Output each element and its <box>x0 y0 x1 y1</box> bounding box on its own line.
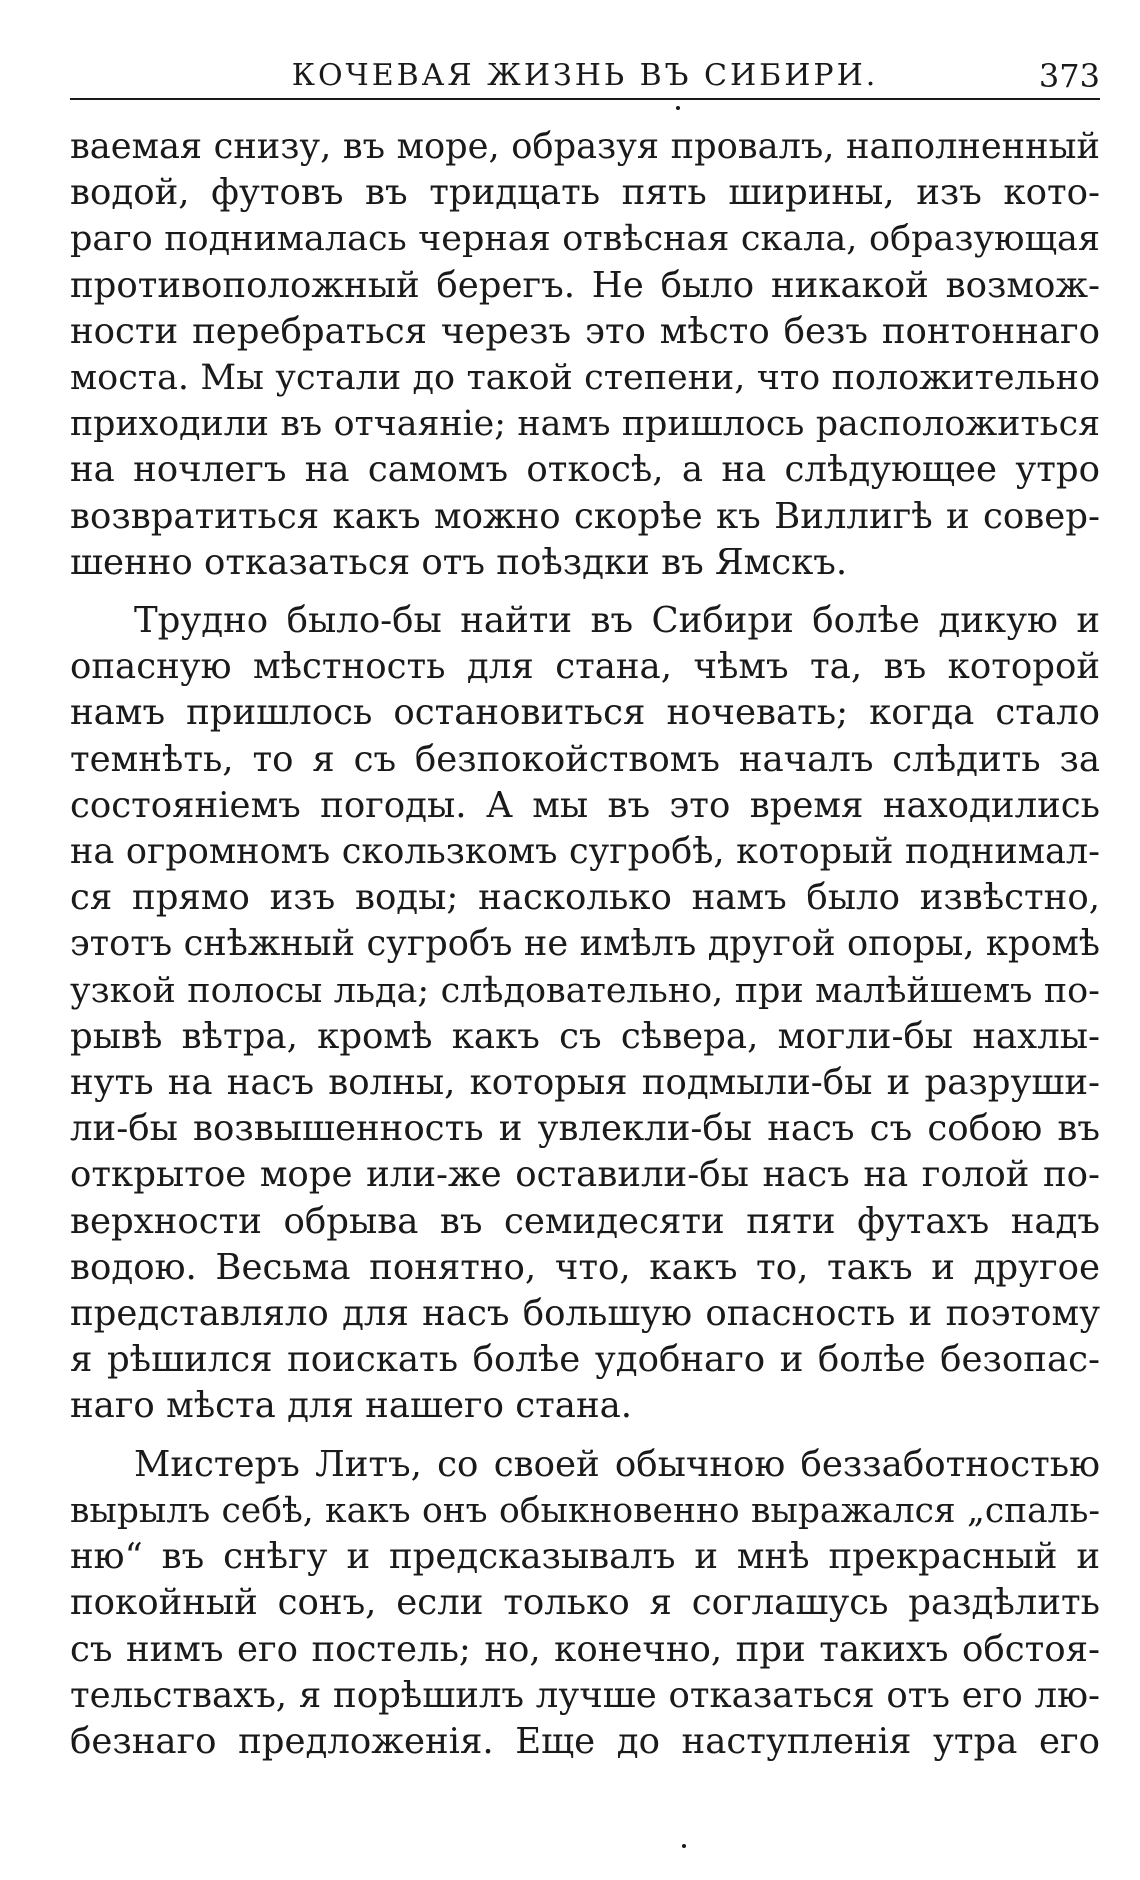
text-line: моста. Мы устали до такой степени, что положительно <box>70 358 1100 399</box>
text-line: шенно отказаться отъ поѣздки въ Ямскъ. <box>70 541 848 583</box>
text-line: водой, футовъ въ тридцать пять ширины, изъ кото- <box>70 172 1100 214</box>
text-line: Трудно было-бы найти въ Сибири болѣе дикую и <box>134 600 1100 642</box>
running-title: КОЧЕВАЯ ЖИЗНЬ ВЪ СИБИРИ. <box>291 58 879 93</box>
paragraph-3 <box>70 1442 1100 1765</box>
text-line: я рѣшился поискать болѣе удобнаго и болѣе безопас- <box>70 1339 1100 1381</box>
text-line: состояніемъ погоды. А мы въ это время находились <box>70 784 1100 826</box>
text-line: покойный сонъ, если только я соглашусь раздѣлить <box>70 1582 1100 1624</box>
text-line: верхности обрыва въ семидесяти пяти футахъ надъ <box>70 1200 1100 1242</box>
paragraph-2 <box>70 598 1100 1430</box>
text-line: открытое море или-же оставили-бы насъ на голой по- <box>70 1154 1100 1196</box>
text-line: темнѣть, то я съ безпокойствомъ началъ слѣдить за <box>70 738 1100 780</box>
text-line: ваемая снизу, въ море, образуя провалъ, наполненный <box>70 126 1100 167</box>
body-text <box>70 124 1100 1777</box>
text-line: ню“ въ снѣгу и предсказывалъ и мнѣ прекрасный и <box>70 1536 1100 1578</box>
text-line: Мистеръ Литъ, со своей обычною беззаботностью <box>134 1443 1100 1485</box>
text-line: возвратиться какъ можно скорѣе къ Виллигѣ и совер- <box>70 495 1100 537</box>
text-line: противоположный берегъ. Не было никакой возмож- <box>70 264 1100 306</box>
text-line: приходили въ отчаяніе; намъ пришлось расположиться <box>70 404 1100 445</box>
text-line: этотъ снѣжный сугробъ не имѣлъ другой опоры, кромѣ <box>70 923 1100 965</box>
text-line: нуть на насъ волны, которыя подмыли-бы и разруши- <box>70 1062 1100 1104</box>
text-line: рывѣ вѣтра, кромѣ какъ съ сѣвера, могли-бы нахлы- <box>70 1015 1100 1057</box>
page-number: 373 <box>1038 57 1100 95</box>
text-line: водою. Весьма понятно, что, какъ то, такъ и другое <box>70 1246 1100 1288</box>
printer-mark <box>676 106 680 110</box>
text-line: на огромномъ скользкомъ сугробѣ, который поднимал- <box>70 831 1100 873</box>
text-line: узкой полосы льда; слѣдовательно, при малѣйшемъ по- <box>70 970 1100 1011</box>
text-line: тельствахъ, я порѣшилъ лучше отказаться отъ его лю- <box>70 1674 1100 1716</box>
text-line: ся прямо изъ воды; насколько намъ было извѣстно, <box>70 877 1100 919</box>
header-rule <box>70 98 1100 100</box>
text-line: представляло для насъ большую опасность и поэтому <box>70 1293 1100 1335</box>
text-line: намъ пришлось остановиться ночевать; когда стало <box>70 692 1100 734</box>
text-line: ности перебраться черезъ это мѣсто безъ понтоннаго <box>70 310 1100 352</box>
text-line: безнаго предложенія. Еще до наступленія утра его <box>70 1720 1100 1762</box>
text-line: ли-бы возвышенность и увлекли-бы насъ съ собою въ <box>70 1108 1100 1150</box>
text-line: наго мѣста для нашего стана. <box>70 1385 633 1427</box>
text-line: на ночлегъ на самомъ откосѣ, а на слѣдующее утро <box>70 449 1100 491</box>
paragraph-1 <box>70 124 1100 586</box>
printer-mark <box>682 1844 686 1848</box>
text-line: опасную мѣстность для стана, чѣмъ та, въ которой <box>70 646 1100 688</box>
text-line: вырылъ себѣ, какъ онъ обыкновенно выражался „спаль- <box>70 1490 1100 1531</box>
running-header <box>70 56 1100 96</box>
text-line: съ нимъ его постель; но, конечно, при такихъ обстоя- <box>70 1628 1100 1670</box>
text-line: раго поднималась черная отвѣсная скала, образующая <box>70 219 1100 260</box>
